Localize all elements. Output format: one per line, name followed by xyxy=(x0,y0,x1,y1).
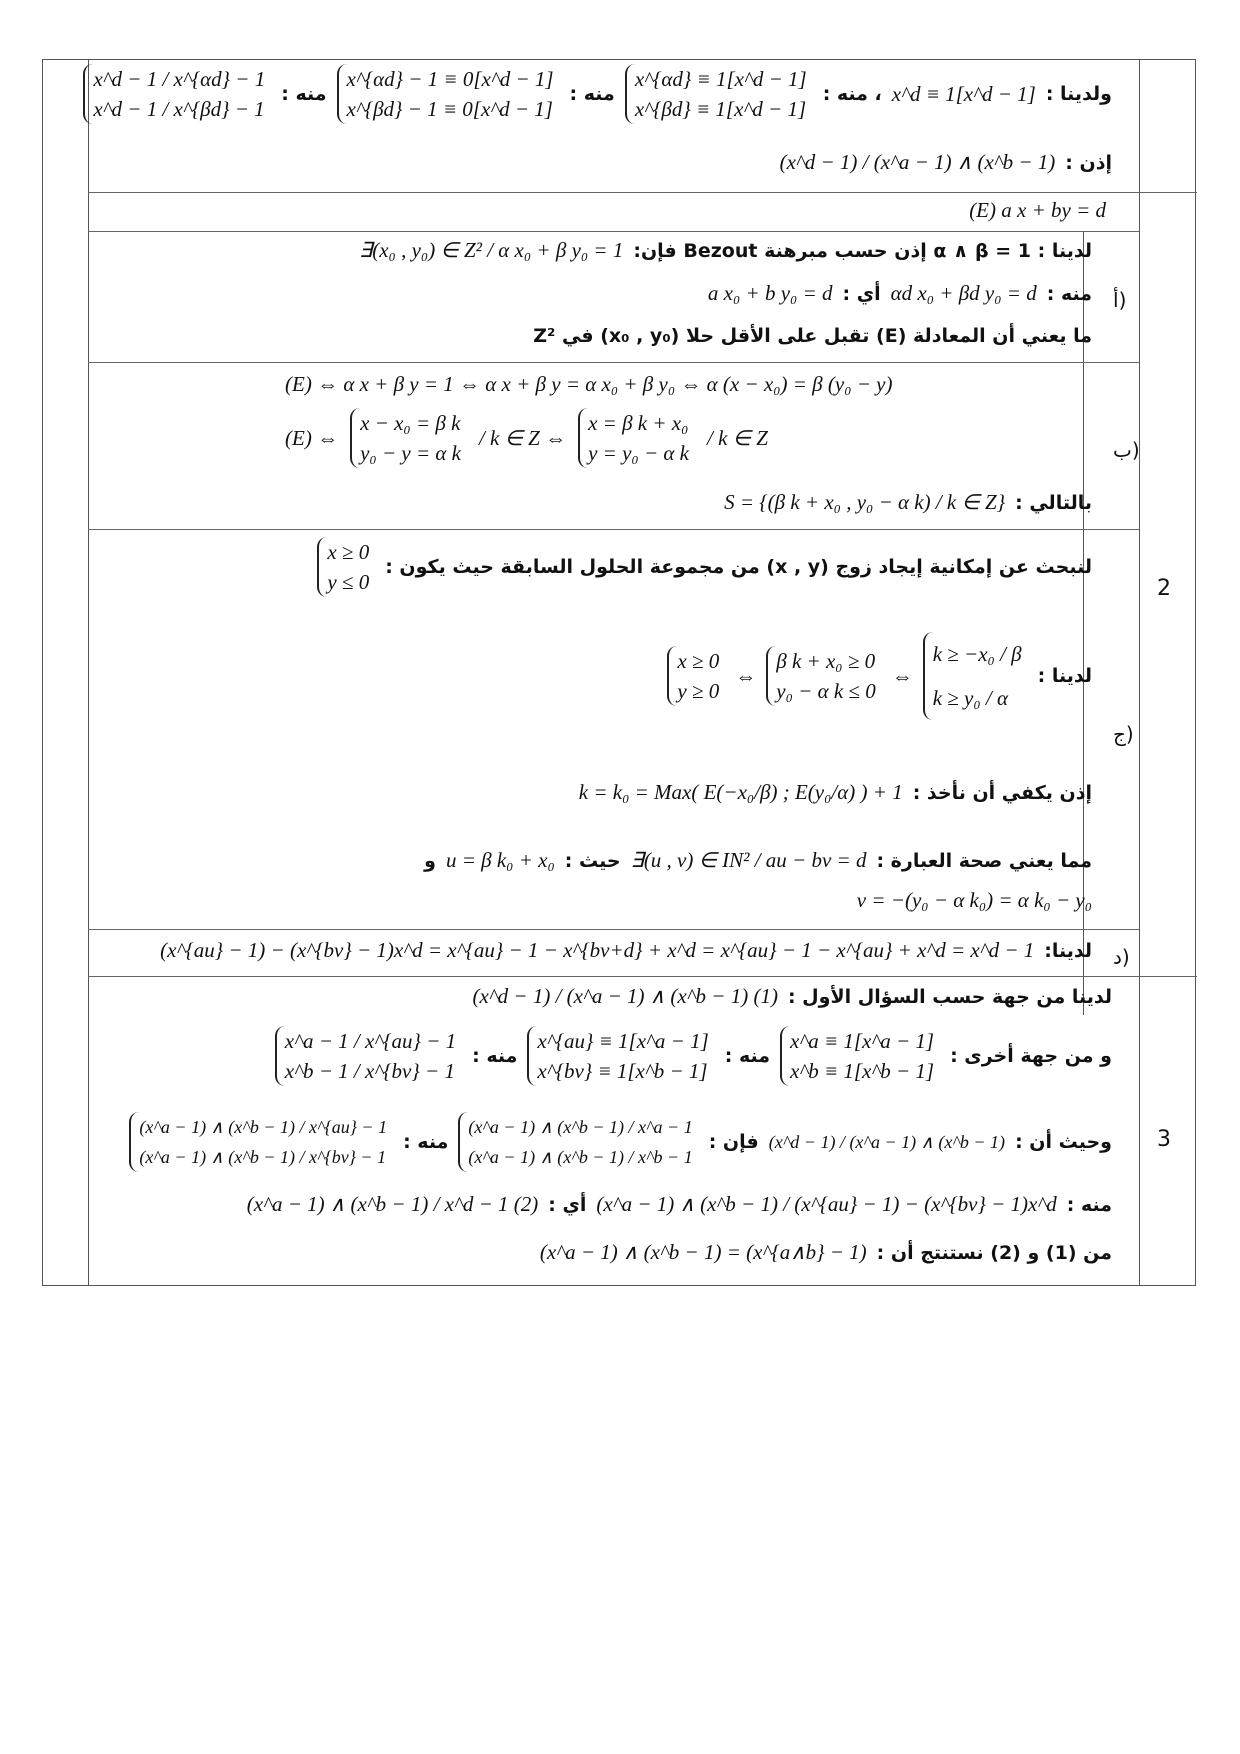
number-column-line xyxy=(1139,60,1140,1285)
system: (x^a − 1) ∧ (x^b − 1) / x^a − 1 (x^a − 1) ∧ (x^b − 1) / x^b − 1 xyxy=(458,1112,698,1172)
question-number: 2 xyxy=(1157,576,1171,601)
part-b-line2: (E) ⇔ x − x₀ = β k y₀ − y = α k / k ∈ Z ⇔ x = β k + x₀ y = y₀ − α k / k ∈ Z xyxy=(285,408,768,468)
q3-line1: لدينا من جهة حسب السؤال الأول : (x^d − 1) / (x^a − 1) ∧ (x^b − 1) (1) xyxy=(472,984,1112,1008)
system: x^a ≡ 1[x^a − 1] x^b ≡ 1[x^b − 1] xyxy=(780,1026,940,1086)
row-divider xyxy=(88,976,1197,977)
system: x^{αd} − 1 ≡ 0[x^d − 1] x^{βd} − 1 ≡ 0[x^d − 1] xyxy=(337,64,560,124)
part-c-line4: مما يعني صحة العبارة : ∃(u , v) ∈ IN² / au − bv = d حيث : u = β k₀ + x₀ و xyxy=(424,848,1092,872)
part-letter: ب) xyxy=(1113,438,1140,462)
part-letter: ج) xyxy=(1113,722,1134,746)
system: x^{au} ≡ 1[x^a − 1] x^{bv} ≡ 1[x^b − 1] xyxy=(527,1026,714,1086)
q3-line5: من (1) و (2) نستنتج أن : (x^a − 1) ∧ (x^b − 1) = (x^{a∧b} − 1) xyxy=(539,1240,1112,1264)
row0-line2: إذن : (x^d − 1) / (x^a − 1) ∧ (x^b − 1) xyxy=(779,150,1112,174)
row-divider xyxy=(88,529,1139,530)
system: (x^a − 1) ∧ (x^b − 1) / x^{au} − 1 (x^a − 1) ∧ (x^b − 1) / x^{bv} − 1 xyxy=(129,1112,393,1172)
question-number: 3 xyxy=(1157,1127,1171,1152)
part-c-line3: إذن يكفي أن نأخذ : k = k₀ = Max( E(−x₀/β) ; E(y₀/α) ) + 1 xyxy=(578,780,1092,804)
part-b-line3: بالتالي : S = {(β k + x₀ , y₀ − α k) / k ∈ Z} xyxy=(724,490,1092,514)
part-c-line5: v = −(y₀ − α k₀) = α k₀ − y₀ xyxy=(856,888,1092,912)
q3-line2: و من جهة أخرى : x^a ≡ 1[x^a − 1] x^b ≡ 1[x^b − 1] منه : x^{au} ≡ 1[x^a − 1] x^{bv} ≡ 1[x^b − 1] منه : x^a − 1 / x^{au} − 1 x^b − 1 / x^{bv} − 1 xyxy=(275,1026,1112,1086)
system: x ≥ 0 y ≤ 0 xyxy=(317,537,375,597)
system: x^a − 1 / x^{au} − 1 x^b − 1 / x^{bv} − 1 xyxy=(275,1026,462,1086)
system: x − x₀ = β k y₀ − y = α k xyxy=(350,408,467,468)
system: k ≥ −x₀ / β k ≥ y₀ / α xyxy=(923,632,1028,720)
part-a-line2: منه : αd x₀ + βd y₀ = d أي : a x₀ + b y₀ = d xyxy=(707,281,1092,305)
part-b-line1: (E) ⇔ α x + β y = 1 ⇔ α x + β y = α x₀ + β y₀ ⇔ α (x − x₀) = β (y₀ − y) xyxy=(285,372,893,396)
part-d-line1: لدينا: (x^{au} − 1) − (x^{bv} − 1)x^d = x^{au} − 1 − x^{bv+d} + x^d = x^{au} − 1 − x^{au} + x^d = x^d − 1 xyxy=(160,938,1092,962)
system: x^{αd} ≡ 1[x^d − 1] x^{βd} ≡ 1[x^d − 1] xyxy=(625,64,813,124)
part-letter: أ) xyxy=(1113,288,1127,312)
part-letter: د) xyxy=(1113,945,1130,969)
left-margin-column-line xyxy=(88,60,89,1285)
system: β k + x₀ ≥ 0 y₀ − α k ≤ 0 xyxy=(766,646,881,706)
row-divider xyxy=(88,362,1139,363)
row-divider xyxy=(88,929,1139,930)
q3-line4: منه : (x^a − 1) ∧ (x^b − 1) / (x^{au} − 1) − (x^{bv} − 1)x^d أي : (x^a − 1) ∧ (x^b − 1) / x^d − 1 (2) xyxy=(246,1192,1112,1216)
part-c-line1: لنبحث عن إمكانية إيجاد زوج (x , y) من مجموعة الحلول السابقة حيث يكون : x ≥ 0 y ≤ 0 xyxy=(317,537,1092,597)
system: x = β k + x₀ y = y₀ − α k xyxy=(578,408,695,468)
system: x ≥ 0 y ≥ 0 xyxy=(667,646,725,706)
system: x^d − 1 / x^{αd} − 1 x^d − 1 / x^{βd} − 1 xyxy=(83,64,271,124)
row-divider xyxy=(88,231,1139,232)
part-c-line2: لدينا : k ≥ −x₀ / β k ≥ y₀ / α ⇔ β k + x₀ ≥ 0 y₀ − α k ≤ 0 ⇔ x ≥ 0 y ≥ 0 xyxy=(667,632,1092,720)
row-divider xyxy=(88,192,1197,193)
part-a-line1: لدينا : α ∧ β = 1 إذن حسب مبرهنة Bezout فإن: ∃(x₀ , y₀) ∈ Z² / α x₀ + β y₀ = 1 xyxy=(358,238,1092,262)
equation-header: (E) a x + by = d xyxy=(969,198,1106,222)
part-a-line3: ما يعني أن المعادلة (E) تقبل على الأقل حلا (x₀ , y₀) في Z² xyxy=(533,325,1092,347)
q3-line3: وحيث أن : (x^d − 1) / (x^a − 1) ∧ (x^b − 1) فإن : (x^a − 1) ∧ (x^b − 1) / x^a − 1 (x^a − 1) ∧ (x^b − 1) / x^b − 1 منه : (x^a − 1) ∧ (x^b − 1) / x^{au} − 1 (x^a − 1) ∧ (x^b − 1) / x^{bv} − 1 xyxy=(129,1112,1112,1172)
row0-line1: ولدينا : x^d ≡ 1[x^d − 1] ، منه : x^{αd} ≡ 1[x^d − 1] x^{βd} ≡ 1[x^d − 1] منه : x^{αd} − 1 ≡ 0[x^d − 1] x^{βd} − 1 ≡ 0[x^d − 1] منه : x^d − 1 / x^{αd} − 1 x^d − 1 / x^{βd} − 1 xyxy=(83,64,1112,124)
